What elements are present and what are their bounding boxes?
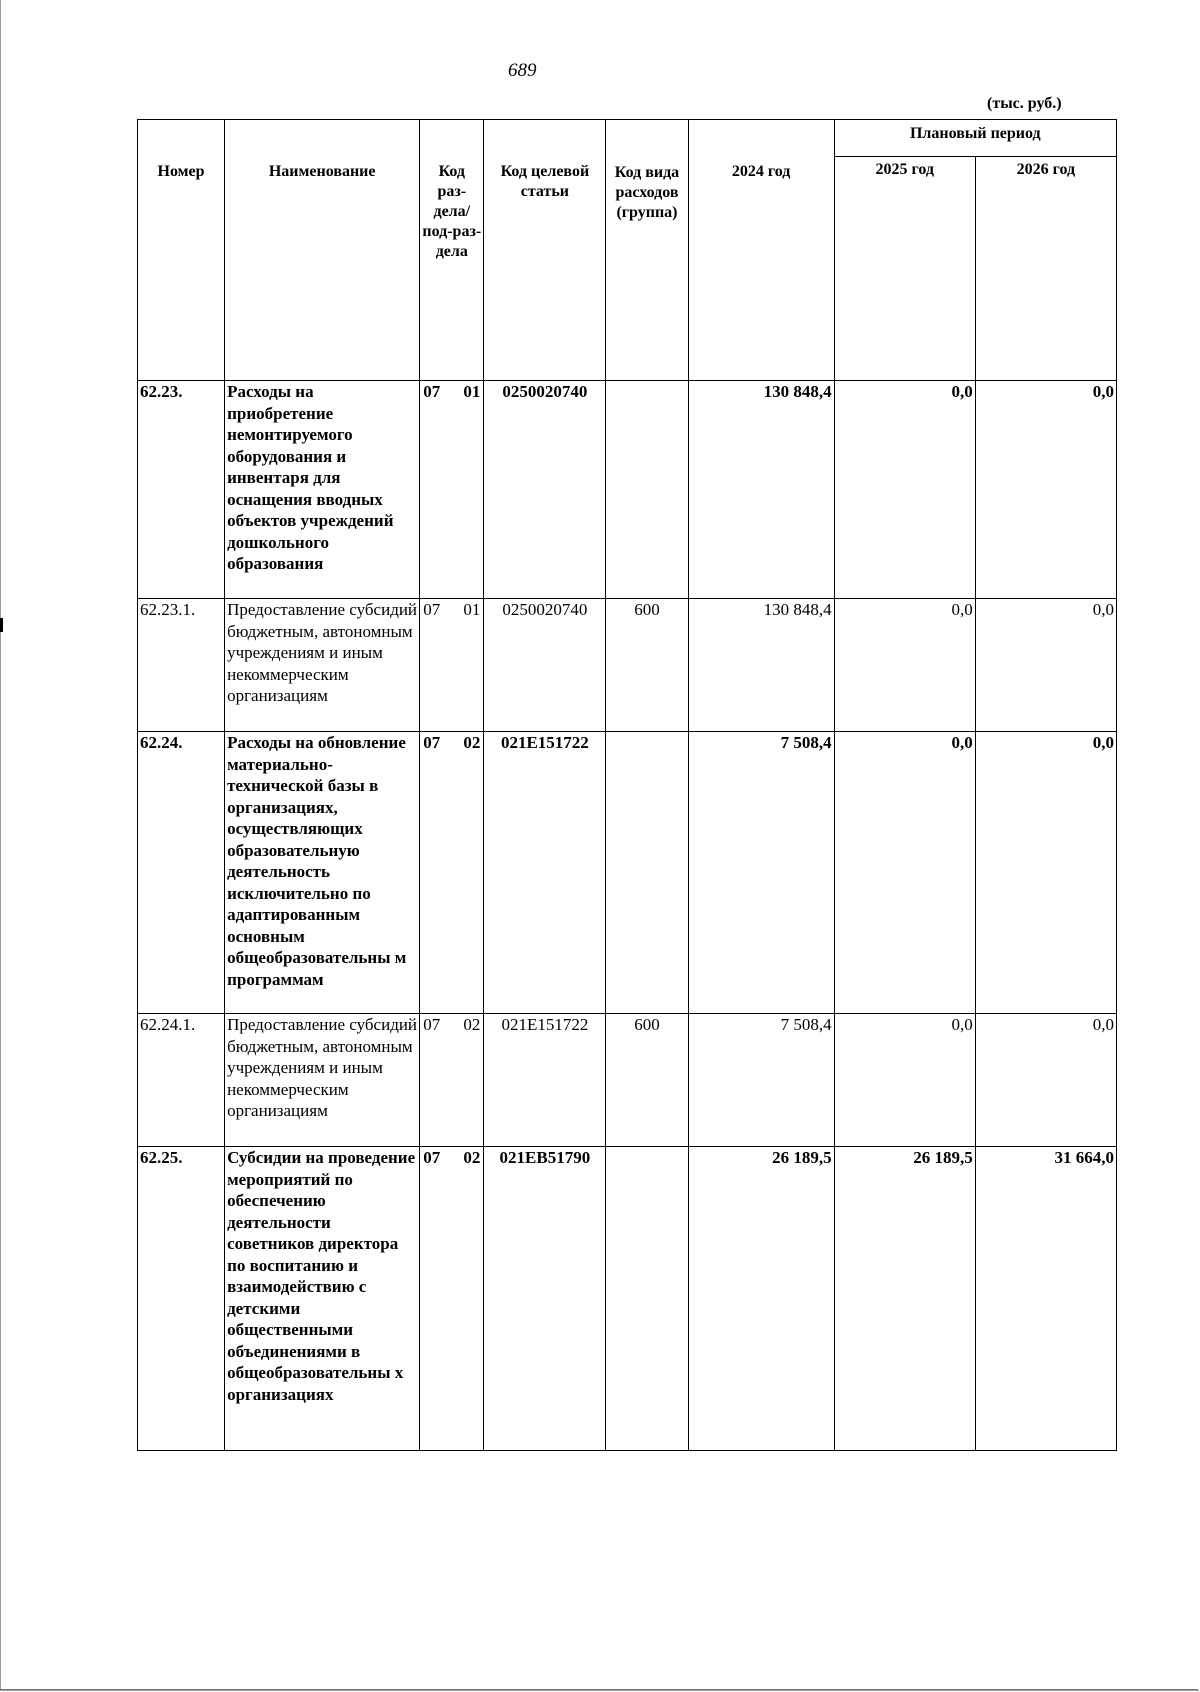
- row-section-code: [420, 732, 484, 1014]
- row-section: 07: [423, 1148, 441, 1167]
- header-2025: [834, 157, 975, 381]
- row-2024: 130 848,4: [688, 599, 834, 732]
- header-2026: [975, 157, 1116, 381]
- row-number: 62.24.: [138, 732, 225, 1014]
- row-target-code: 021E151722: [484, 1014, 606, 1147]
- row-2026: 0,0: [975, 1014, 1116, 1147]
- row-section: 07: [423, 382, 441, 401]
- row-2025: 0,0: [834, 381, 975, 599]
- header-name: [225, 120, 420, 381]
- table-row: [138, 381, 1117, 599]
- budget-table: [137, 119, 1117, 1451]
- header-planned-period: [834, 120, 1116, 157]
- header-row-1: [138, 120, 1117, 157]
- row-number: 62.25.: [138, 1147, 225, 1451]
- row-subsection: 02: [463, 1148, 481, 1167]
- header-section-code-label: Код раз-дела/ под-раз-дела: [422, 163, 482, 260]
- row-number: 62.23.: [138, 381, 225, 599]
- header-target-code-label: Код целевой статьи: [500, 163, 590, 200]
- row-subsection: 01: [463, 382, 481, 401]
- row-section: 07: [423, 1015, 441, 1034]
- header-expense-kind-label: Код вида расходов (группа): [614, 164, 680, 221]
- row-target-code: 021EB51790: [484, 1147, 606, 1451]
- row-2025: 0,0: [834, 732, 975, 1014]
- header-number: [138, 120, 225, 381]
- header-2026-label: 2026 год: [1016, 161, 1076, 178]
- row-name: Расходы на приобретение немонтируемого оборудования и инвентаря для оснащения вводных объектов учреждений дошкольного образования: [225, 381, 420, 599]
- header-name-label: Наименование: [268, 163, 376, 180]
- row-subsection: 01: [463, 600, 481, 619]
- row-name: Расходы на обновление материально-технической базы в организациях, осуществляющих образовательную деятельность исключительно по адаптированным основным общеобразовательны м программам: [225, 732, 420, 1014]
- row-section: 07: [423, 600, 441, 619]
- row-2026: 0,0: [975, 599, 1116, 732]
- row-section-code: [420, 599, 484, 732]
- row-2026: 0,0: [975, 381, 1116, 599]
- scan-mark: [0, 618, 3, 632]
- row-expense-kind: [606, 381, 688, 599]
- page-bottom-line: [0, 1689, 1198, 1690]
- row-subsection: 02: [463, 1015, 481, 1034]
- row-section-code: [420, 381, 484, 599]
- page-number: 689: [508, 60, 537, 81]
- header-target-code: [484, 120, 606, 381]
- row-name: Предоставление субсидий бюджетным, автономным учреждениям и иным некоммерческим организациям: [225, 599, 420, 732]
- row-number: 62.23.1.: [138, 599, 225, 732]
- row-2024: 7 508,4: [688, 732, 834, 1014]
- table-row: [138, 732, 1117, 1014]
- row-subsection: 02: [463, 733, 481, 752]
- row-name: Субсидии на проведение мероприятий по обеспечению деятельности советников директора по воспитанию и взаимодействию с детскими общественными объединениями в общеобразовательны х организациях: [225, 1147, 420, 1451]
- row-expense-kind: 600: [606, 599, 688, 732]
- row-2024: 26 189,5: [688, 1147, 834, 1451]
- row-section-code: [420, 1147, 484, 1451]
- row-section-code: [420, 1014, 484, 1147]
- table-row: [138, 1014, 1117, 1147]
- row-2025: 0,0: [834, 1014, 975, 1147]
- row-section: 07: [423, 733, 441, 752]
- row-number: 62.24.1.: [138, 1014, 225, 1147]
- row-target-code: 0250020740: [484, 599, 606, 732]
- row-target-code: 0250020740: [484, 381, 606, 599]
- header-2025-label: 2025 год: [875, 161, 934, 178]
- row-expense-kind: [606, 732, 688, 1014]
- row-2025: 0,0: [834, 599, 975, 732]
- header-2024-label: 2024 год: [731, 163, 791, 180]
- row-expense-kind: 600: [606, 1014, 688, 1147]
- row-2026: 31 664,0: [975, 1147, 1116, 1451]
- header-2024: [688, 120, 834, 381]
- row-name: Предоставление субсидий бюджетным, автономным учреждениям и иным некоммерческим организациям: [225, 1014, 420, 1147]
- header-number-label: Номер: [157, 163, 205, 180]
- table-row: [138, 1147, 1117, 1451]
- header-expense-kind: [606, 120, 688, 381]
- row-expense-kind: [606, 1147, 688, 1451]
- table-row: [138, 599, 1117, 732]
- header-section-code: [420, 120, 484, 381]
- row-target-code: 021E151722: [484, 732, 606, 1014]
- row-2026: 0,0: [975, 732, 1116, 1014]
- header-planned-period-label: Плановый период: [909, 125, 1041, 142]
- units-label: (тыс. руб.): [987, 95, 1062, 112]
- row-2025: 26 189,5: [834, 1147, 975, 1451]
- row-2024: 7 508,4: [688, 1014, 834, 1147]
- row-2024: 130 848,4: [688, 381, 834, 599]
